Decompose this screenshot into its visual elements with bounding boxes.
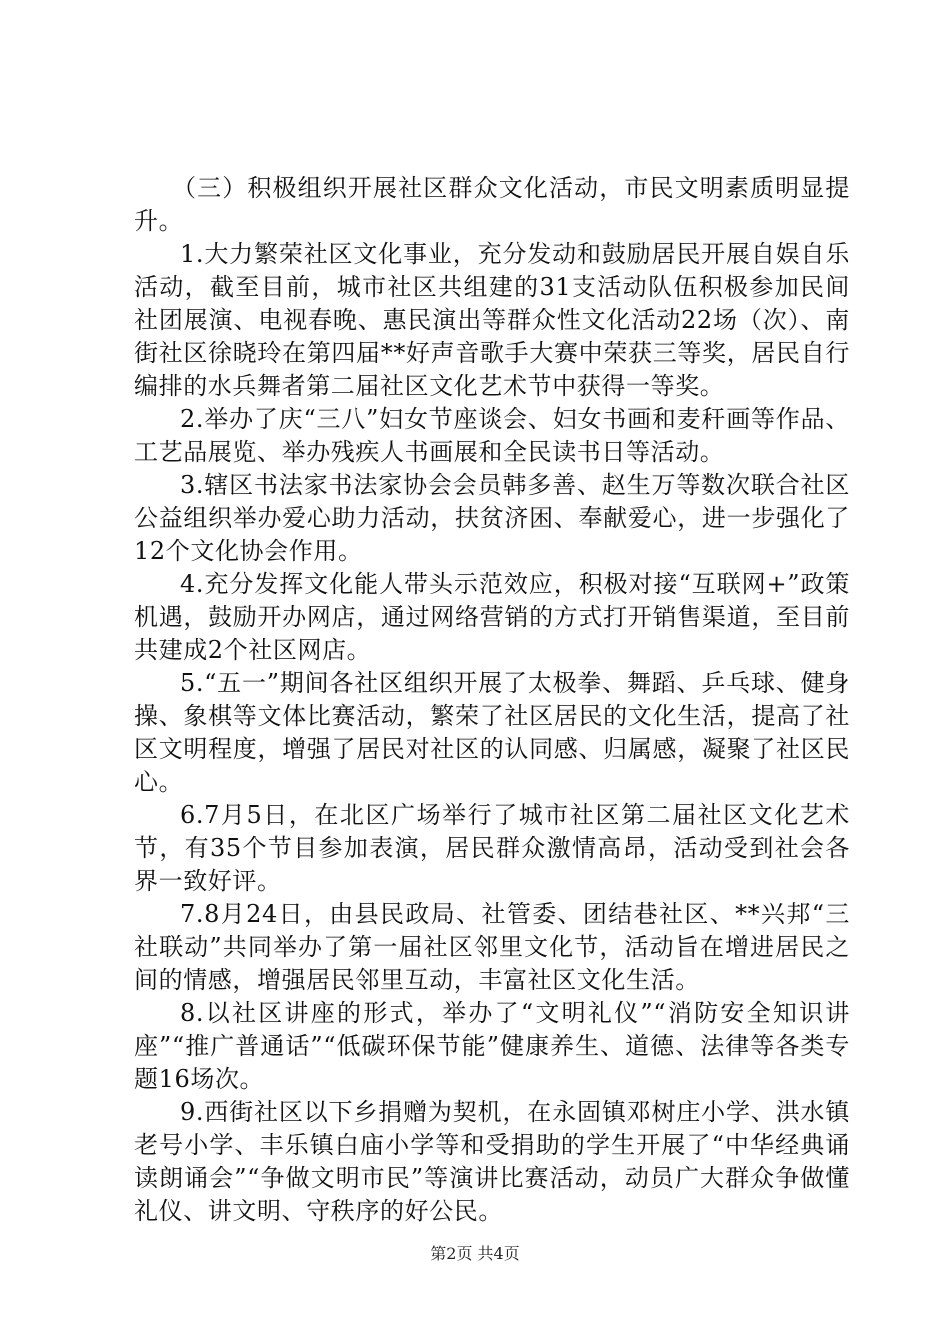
paragraph-6: 6.7月5日，在北区广场举行了城市社区第二届社区文化艺术节，有35个节目参加表演，居民群众激情高昂，活动受到社会各界一致好评。: [134, 801, 850, 895]
paragraph-4: 4.充分发挥文化能人带头示范效应，积极对接“互联网+”政策机遇，鼓励开办网店，通过网络营销的方式打开销售渠道，至目前共建成2个社区网店。: [134, 570, 850, 664]
paragraph-9: 9.西街社区以下乡捐赠为契机，在永固镇邓树庄小学、洪水镇老号小学、丰乐镇白庙小学等和受捐助的学生开展了“中华经典诵读朗诵会”“争做文明市民”等演讲比赛活动，动员广大群众争做懂礼仪、讲文明、守秩序的好公民。: [134, 1098, 850, 1225]
paragraph-2: 2.举办了庆“三八”妇女节座谈会、妇女书画和麦秆画等作品、工艺品展览、举办残疾人书画展和全民读书日等活动。: [134, 405, 850, 466]
paragraph-5: 5.“五一”期间各社区组织开展了太极拳、舞蹈、乒乓球、健身操、象棋等文体比赛活动，繁荣了社区居民的文化生活，提高了社区文明程度，增强了居民对社区的认同感、归属感，凝聚了社区民心。: [134, 669, 850, 796]
section-heading: （三）积极组织开展社区群众文化活动，市民文明素质明显提升。: [134, 174, 850, 235]
document-body: [134, 172, 850, 1228]
paragraph-1: 1.大力繁荣社区文化事业，充分发动和鼓励居民开展自娱自乐活动，截至目前，城市社区共组建的31支活动队伍积极参加民间社团展演、电视春晚、惠民演出等群众性文化活动22场（次）、南街社区徐晓玲在第四届**好声音歌手大赛中荣获三等奖，居民自行编排的水兵舞者第二届社区文化艺术节中获得一等奖。: [134, 240, 850, 400]
paragraph-8: 8.以社区讲座的形式，举办了“文明礼仪”“消防安全知识讲座”“推广普通话”“低碳环保节能”健康养生、道德、法律等各类专题16场次。: [134, 999, 850, 1093]
page-footer: [0, 1243, 950, 1265]
paragraph-3: 3.辖区书法家书法家协会会员韩多善、赵生万等数次联合社区公益组织举办爱心助力活动，扶贫济困、奉献爱心，进一步强化了12个文化协会作用。: [134, 471, 850, 565]
paragraph-7: 7.8月24日，由县民政局、社管委、团结巷社区、**兴邦“三社联动”共同举办了第一届社区邻里文化节，活动旨在增进居民之间的情感，增强居民邻里互动，丰富社区文化生活。: [134, 900, 850, 994]
page-number: 第2页 共4页: [430, 1244, 520, 1263]
